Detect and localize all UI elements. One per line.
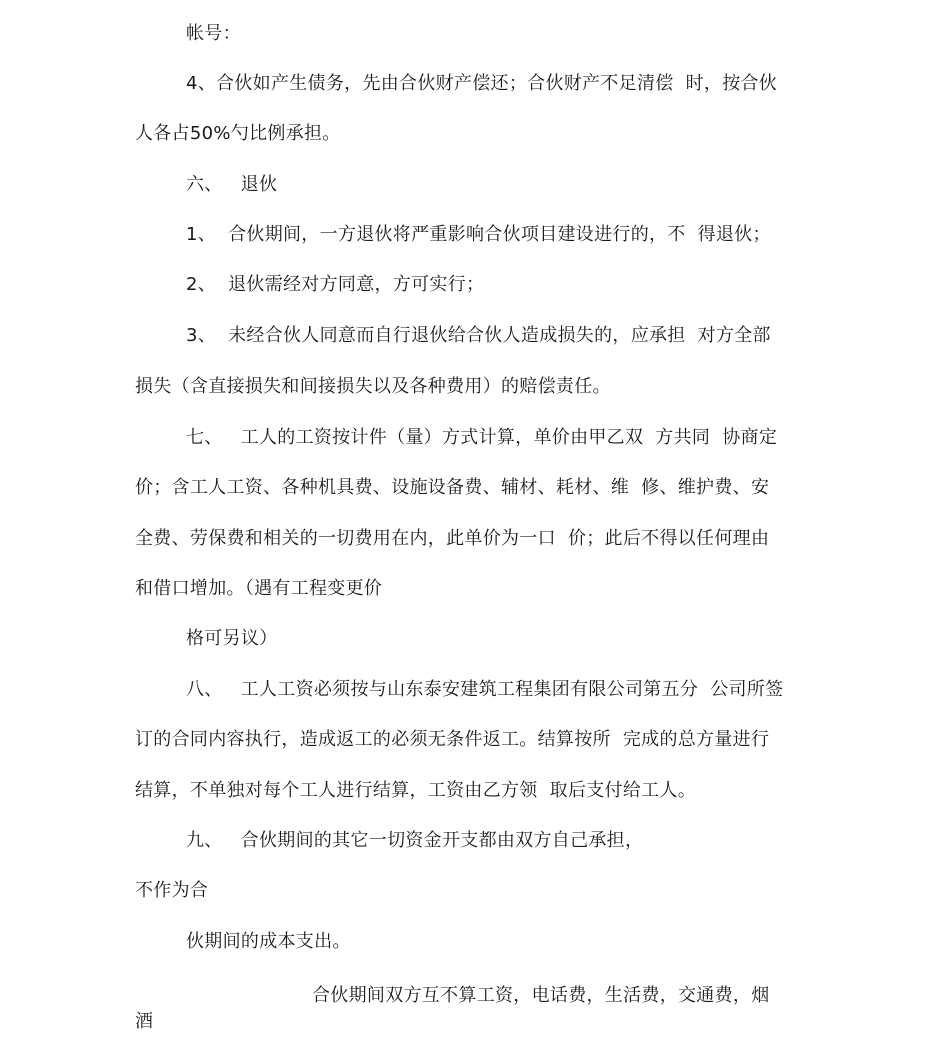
section-8-line-1: 八、 工人工资必须按与山东泰安建筑工程集团有限公司第五分 公司所签 xyxy=(186,679,784,700)
section-7-line-5: 格可另议） xyxy=(186,628,278,649)
section-6-heading: 六、 退伙 xyxy=(186,174,278,195)
section-7-line-1: 七、 工人的工资按计件（量）方式计算，单价由甲乙双 方共同 协商定 xyxy=(186,427,778,448)
section-9-line-4: 合伙期间双方互不算工资，电话费，生活费，交通费，烟 xyxy=(312,985,770,1006)
clause-5-item-4-line-1: 4、合伙如产生债务，先由合伙财产偿还；合伙财产不足清偿 时，按合伙 xyxy=(186,73,778,94)
clause-5-item-4-line-2: 人各占50%勺比例承担。 xyxy=(135,123,341,144)
account-label: 帐号： xyxy=(186,23,241,44)
section-8-line-3: 结算，不单独对每个工人进行结算，工资由乙方领 取后支付给工人。 xyxy=(135,780,697,801)
section-9-line-5: 酒 xyxy=(135,1011,154,1032)
clause-6-item-2: 2、 退伙需经对方同意，方可实行； xyxy=(186,274,485,295)
section-7-line-2: 价；含工人工资、各种机具费、设施设备费、辅材、耗材、维 修、维护费、安 xyxy=(135,477,770,498)
section-9-line-2: 不作为合 xyxy=(135,880,209,901)
section-8-line-2: 订的合同内容执行，造成返工的必须无条件返工。结算按所 完成的总方量进行 xyxy=(135,729,770,750)
section-9-line-1: 九、 合伙期间的其它一切资金开支都由双方自己承担， xyxy=(186,830,644,851)
clause-6-item-3-line-1: 3、 未经合伙人同意而自行退伙给合伙人造成损失的，应承担 对方全部 xyxy=(186,325,771,346)
clause-6-item-1: 1、 合伙期间，一方退伙将严重影响合伙项目建设进行的，不 得退伙； xyxy=(186,224,771,245)
clause-6-item-3-line-2: 损失（含直接损失和间接损失以及各种费用）的赔偿责任。 xyxy=(135,376,611,397)
section-7-line-3: 全费、劳保费和相关的一切费用在内，此单价为一口 价；此后不得以任何理由 xyxy=(135,528,770,549)
section-9-line-3: 伙期间的成本支出。 xyxy=(186,931,351,952)
section-7-line-4: 和借口增加。（遇有工程变更价 xyxy=(135,578,383,599)
